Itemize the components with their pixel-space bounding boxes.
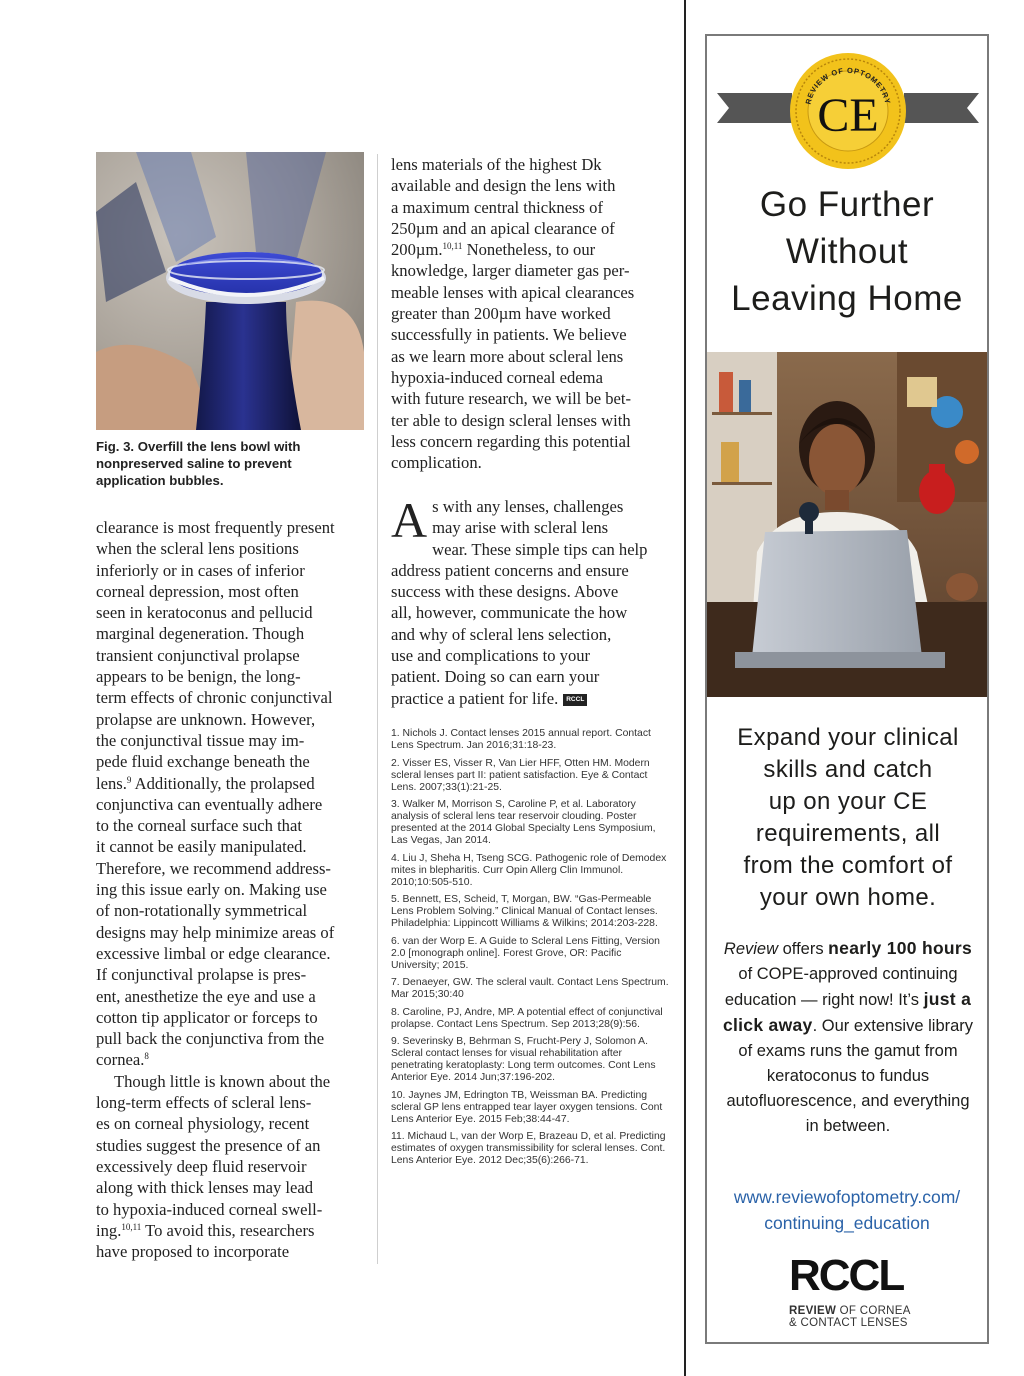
text-line: may arise with scleral lens [432,518,609,538]
text-line: designs may help minimize areas of [96,922,335,942]
text-line: prolapse are unknown. However, [96,709,316,729]
body-bold: nearly 100 hours [828,938,973,958]
text-line: address patient concerns and ensure [391,560,629,580]
subtitle-text: OF CORNEA [836,1305,911,1317]
text-line: long-term effects of scleral lens- [96,1093,312,1113]
headline-line: Go Further [759,185,935,224]
rccl-logo [789,1251,929,1329]
text-line: complication. [391,453,482,473]
text-line: knowledge, larger diameter gas per- [391,261,630,281]
ad-photo-woman-laptop [707,352,987,697]
text-line: 200µm. [391,240,443,260]
text-line: to the corneal surface such that [96,816,302,836]
text-line: clearance is most frequently present [96,518,335,537]
sub-line: from the comfort of [743,852,953,879]
url-line[interactable]: continuing_education [764,1213,930,1233]
review-italic: Review [723,940,779,958]
text-line: less concern regarding this potential [391,431,631,451]
text-line: of non-rotationally symmetrical [96,901,308,921]
ce-website-link[interactable] [707,1184,987,1236]
text-line: s with any lenses, challenges [432,497,624,516]
article-column-1 [96,517,366,1262]
text-line: Therefore, we recommend address- [96,858,331,878]
text-line: greater than 200µm have worked [391,304,611,324]
text-line: lens materials of the highest Dk [391,155,602,174]
text-line: pede fluid exchange beneath the [96,752,310,772]
ce-seal-badge [788,51,908,171]
text-line: the conjunctival tissue may im- [96,730,305,750]
figure-caption: Fig. 3. Overfill the lens bowl with nonpreserved saline to prevent application bubbles. [96,439,301,488]
text-line: term effects of chronic conjunctival [96,688,333,708]
text-line: as we learn more about scleral lens [391,346,624,366]
reference-item: 2. Visser ES, Visser R, Van Lier HFF, Otten HM. Modern scleral lenses part II: patient satisfaction. Eye & Contact Lens. 2007;33(1):21-25. [391,757,650,793]
text-line: a maximum central thickness of [391,197,603,217]
reference-item: 4. Liu J, Sheha H, Tseng SCG. Pathogenic role of Demodex mites in blepharitis. Curr Opin Allerg Clin Immunol. 2010;10:505-510. [391,852,667,888]
text-line: appears to be benign, the long- [96,667,301,687]
text-line: it cannot be easily manipulated. [96,837,307,857]
text-line: cornea. [96,1050,145,1070]
text-line: 250µm and an apical clearance of [391,218,615,238]
sub-line: skills and catch [763,756,933,783]
text-line: hypoxia-induced corneal edema [391,367,603,387]
text-line: all, however, communicate the how [391,603,628,623]
article-column-2-top [391,154,666,473]
reference-item: 7. Denaeyer, GW. The scleral vault. Contact Lens Spectrum. Mar 2015;30:40 [391,977,669,1000]
text-line: available and design the lens with [391,176,616,196]
sub-line: Expand your clinical [737,724,959,751]
text-line: If conjunctival prolapse is pres- [96,965,307,985]
sub-line: requirements, all [755,820,941,847]
text-line: excessive limbal or edge clearance. [96,943,331,963]
text-line: ing. [96,1220,122,1240]
text-line: ent, anesthetize the eye and use a [96,986,316,1006]
text-line: seen in keratoconus and pellucid [96,603,313,623]
text-line: lens. [96,773,127,793]
text-line: To avoid this, researchers [141,1220,315,1240]
reference-item: 5. Bennett, ES, Scheid, T, Morgan, BW. “Gas-Permeable Lens Problem Solving.” Clinical Manual of Contact lenses. Philadelphia: Lippincott Williams & Wilkins; 2014:203-228. [391,894,658,929]
body-text: of COPE-approved continuing education — right now! It’s [724,965,958,1009]
text-line: studies suggest the presence of an [96,1135,321,1155]
text-line: excessively deep fluid reservoir [96,1156,307,1176]
citation-superscript: 9 [126,774,132,785]
text-line: ter able to design scleral lenses with [391,410,631,430]
text-line: successfully in patients. We believe [391,325,627,345]
url-line[interactable]: www.reviewofoptometry.com/ [733,1187,961,1207]
text-line: Additionally, the prolapsed [131,773,315,793]
text-line: when the scleral lens positions [96,539,299,559]
reference-item: 6. van der Worp E. A Guide to Scleral Lens Fitting, Version 2.0 [monograph online]. Forest Grove, OR: Pacific University; 2015. [391,935,660,971]
body-text: . Our extensive library of exams runs the gamut from keratoconus to fundus autofluorescence, and everything in between. [726,1017,974,1135]
text-line: use and complications to your [391,646,591,666]
body-text: offers [778,940,829,958]
text-line: es on corneal physiology, recent [96,1114,310,1134]
text-line: have proposed to incorporate [96,1242,290,1262]
text-line: inferiorly or in cases of inferior [96,560,305,580]
sub-line: up on your CE [768,788,928,815]
citation-superscript: 10,11 [121,1221,142,1232]
text-line: practice a patient for life. [391,688,559,708]
text-line: to hypoxia-induced corneal swell- [96,1199,323,1219]
reference-item: 11. Michaud L, van der Worp E, Brazeau D, et al. Predicting estimates of oxygen transmissibility for scleral lenses. Cont. Lens Anterior Eye. 2012 Dec;35(6):266-71. [391,1131,666,1166]
ce-advertisement[interactable] [705,34,989,1344]
body-paragraph [96,517,366,1071]
headline-line: Leaving Home [731,279,963,318]
reference-item: 8. Caroline, PJ, Andre, MP. A potential effect of conjunctival prolapse. Contact Lens Spectrum. Sep 2013;28(9):56. [391,1006,663,1030]
drop-cap: A [391,492,428,548]
citation-superscript: 10,11 [442,241,463,252]
references-list [391,728,669,1173]
text-line: with future research, we will be bet- [391,389,632,409]
body-paragraph [96,1071,366,1263]
text-line: ing this issue early on. Making use [96,880,327,900]
subtitle-text: & CONTACT LENSES [789,1317,908,1329]
text-line: meable lenses with apical clearances [391,282,635,302]
body-bold: just a click away [722,989,972,1035]
text-line: patient. Doing so can earn your [391,667,600,687]
page-divider [684,0,686,1376]
text-line: marginal degeneration. Though [96,624,305,644]
reference-item: 1. Nichols J. Contact lenses 2015 annual report. Contact Lens Spectrum. Jan 2016;31:18-23. [391,728,651,751]
figure-photo-scleral-lens [96,152,364,430]
text-line: and why of scleral lens selection, [391,624,612,644]
text-line: transient conjunctival prolapse [96,645,300,665]
ad-body-copy [719,936,977,1139]
text-line: Nonetheless, to our [462,240,596,260]
sub-line: your own home. [759,884,937,911]
text-line: Though little is known about the [114,1071,331,1091]
text-line: along with thick lenses may lead [96,1178,314,1198]
text-line: conjunctiva can eventually adhere [96,794,323,814]
seal-arc-text: REVIEW OF OPTOMETRY [803,65,893,106]
woman-at-laptop-illustration [707,352,987,697]
subtitle-bold: REVIEW [789,1305,837,1317]
text-line: cotton tip applicator or forceps to [96,1007,318,1027]
seal-ce-letters: CE [817,89,879,142]
reference-item: 3. Walker M, Morrison S, Caroline P, et al. Laboratory analysis of scleral lens tear reservoir clouding. Poster presented at the 2014 Global Specialty Lens Symposium, Las Vegas, Jan 2014. [391,799,656,846]
text-line: success with these designs. Above [391,582,619,602]
headline-line: Without [785,232,909,271]
rccl-subtitle [789,1305,929,1329]
text-line: corneal depression, most often [96,581,299,601]
lens-on-plunger-illustration [96,152,364,430]
text-line: pull back the conjunctiva from the [96,1029,325,1049]
reference-item: 10. Jaynes JM, Edrington TB, Weissman BA. Predicting scleral GP lens entrapped tear layer oxygen tensions. Cont Lens Anterior Eye. 2015 Feb;38:44-47. [391,1089,663,1125]
citation-superscript: 8 [144,1051,149,1062]
ad-subheading [719,722,977,914]
article-column-2-conclusion [391,492,666,709]
ad-headline [707,181,987,322]
end-of-article-mark: RCCL [563,694,587,706]
body-paragraph [391,154,666,473]
text-line: wear. These simple tips can help [432,539,648,559]
reference-item: 9. Severinsky B, Behrman S, Frucht-Pery J, Solomon A. Scleral contact lenses for visual rehabilitation after penetrating keratoplasty: Long term outcomes. Cont Lens Anterior Eye. 2014 Jun;37:196-202. [391,1036,656,1083]
column-divider [377,154,378,1264]
conclusion-paragraph [391,492,666,709]
rccl-wordmark: RCCL [789,1251,904,1300]
